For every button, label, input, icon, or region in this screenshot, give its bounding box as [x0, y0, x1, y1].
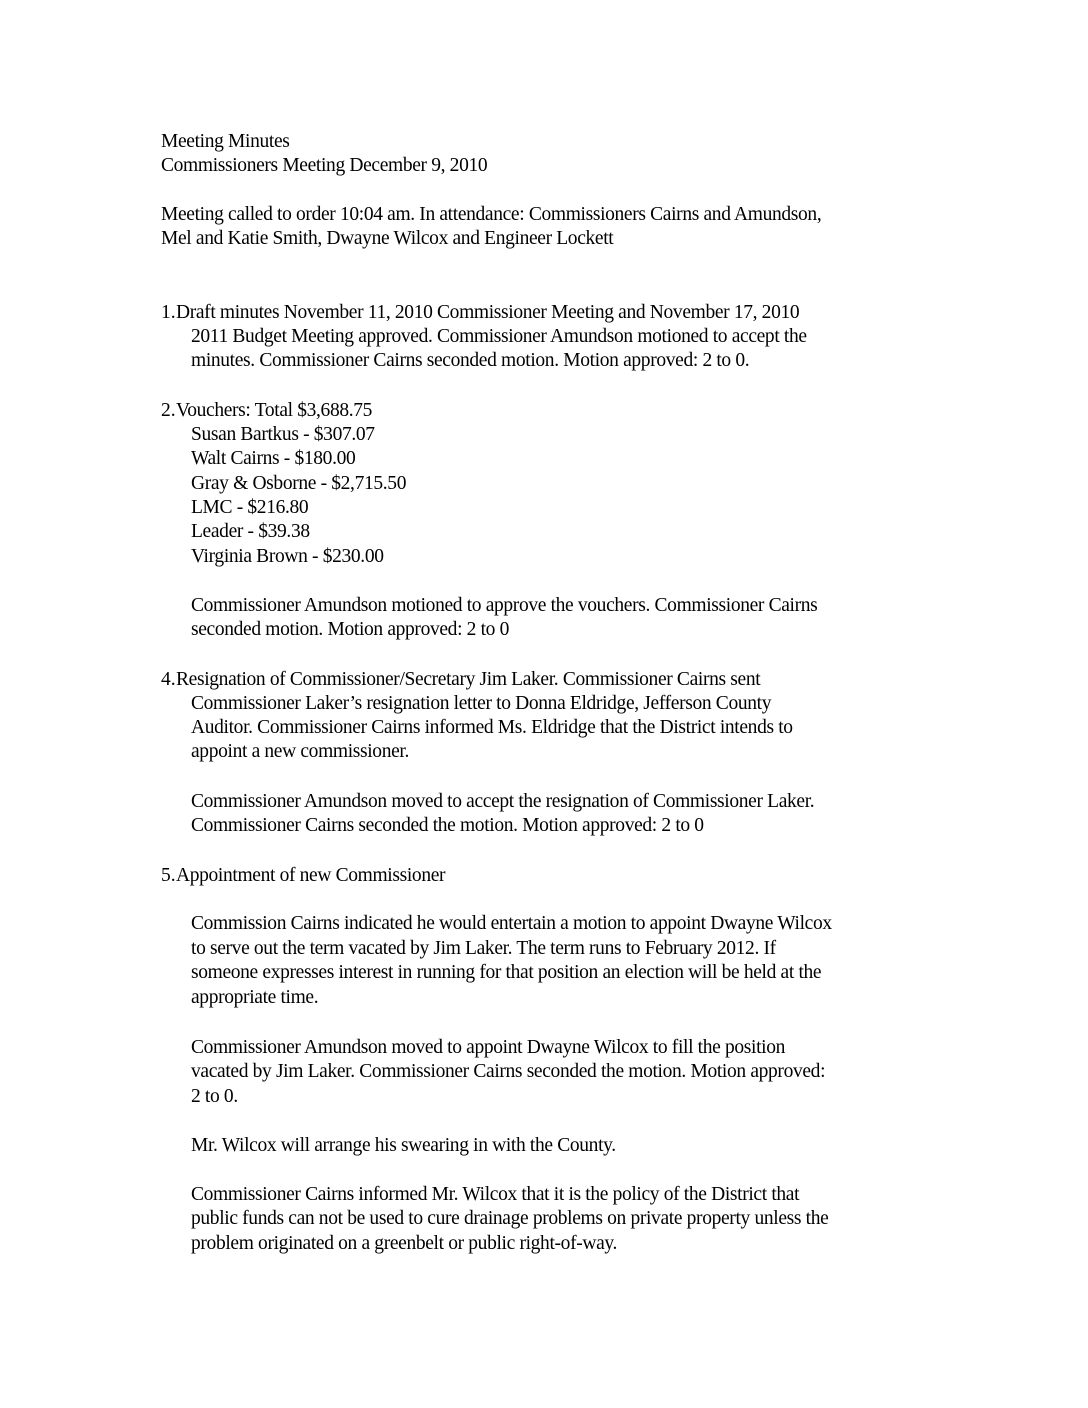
motion-text: seconded motion. Motion approved: 2 to 0 [191, 619, 509, 640]
voucher-entry: Gray & Osborne - $2,715.50 [191, 473, 407, 494]
item-text: Commissioner Laker’s resignation letter to Donna Eldridge, Jefferson County [191, 693, 772, 714]
paragraph-line: Commissioner Cairns informed Mr. Wilcox that it is the policy of the District that [191, 1184, 800, 1205]
item-heading: Appointment of new Commissioner [176, 865, 446, 886]
item-text: Resignation of Commissioner/Secretary Jim Laker. Commissioner Cairns sent [176, 669, 761, 690]
paragraph-line: Commission Cairns indicated he would entertain a motion to appoint Dwayne Wilcox [191, 913, 832, 934]
paragraph-line: 2 to 0. [191, 1086, 238, 1107]
paragraph-line: Mr. Wilcox will arrange his swearing in with the County. [191, 1135, 616, 1156]
item-number: 2. [161, 400, 176, 421]
item-number: 5. [161, 865, 176, 886]
document-title: Meeting Minutes [161, 131, 290, 152]
item-text: appoint a new commissioner. [191, 741, 410, 762]
paragraph-line: vacated by Jim Laker. Commissioner Cairns seconded the motion. Motion approved: [191, 1061, 826, 1082]
paragraph-line: someone expresses interest in running for that position an election will be held at the [191, 962, 822, 983]
item-number: 1. [161, 302, 176, 323]
paragraph-line: to serve out the term vacated by Jim Laker. The term runs to February 2012. If [191, 938, 776, 959]
intro-line: Meeting called to order 10:04 am. In attendance: Commissioners Cairns and Amundson, [161, 204, 822, 225]
item-text: Draft minutes November 11, 2010 Commissioner Meeting and November 17, 2010 [176, 302, 800, 323]
intro-line: Mel and Katie Smith, Dwayne Wilcox and Engineer Lockett [161, 228, 614, 249]
paragraph-line: Commissioner Amundson moved to appoint Dwayne Wilcox to fill the position [191, 1037, 786, 1058]
item-text: Auditor. Commissioner Cairns informed Ms. Eldridge that the District intends to [191, 717, 793, 738]
document-subtitle: Commissioners Meeting December 9, 2010 [161, 155, 488, 176]
voucher-entry: Walt Cairns - $180.00 [191, 448, 356, 469]
voucher-entry: Susan Bartkus - $307.07 [191, 424, 375, 445]
voucher-entry: LMC - $216.80 [191, 497, 309, 518]
paragraph-line: public funds can not be used to cure drainage problems on private property unless the [191, 1208, 829, 1229]
voucher-entry: Leader - $39.38 [191, 521, 310, 542]
item-number: 4. [161, 669, 176, 690]
voucher-entry: Virginia Brown - $230.00 [191, 546, 384, 567]
motion-text: Commissioner Cairns seconded the motion. Motion approved: 2 to 0 [191, 815, 704, 836]
motion-text: Commissioner Amundson motioned to approve the vouchers. Commissioner Cairns [191, 595, 818, 616]
item-text: minutes. Commissioner Cairns seconded motion. Motion approved: 2 to 0. [191, 350, 750, 371]
item-text: 2011 Budget Meeting approved. Commissioner Amundson motioned to accept the [191, 326, 807, 347]
vouchers-total: Vouchers: Total $3,688.75 [176, 400, 373, 421]
motion-text: Commissioner Amundson moved to accept the resignation of Commissioner Laker. [191, 791, 815, 812]
paragraph-line: appropriate time. [191, 987, 319, 1008]
paragraph-line: problem originated on a greenbelt or public right-of-way. [191, 1233, 618, 1254]
